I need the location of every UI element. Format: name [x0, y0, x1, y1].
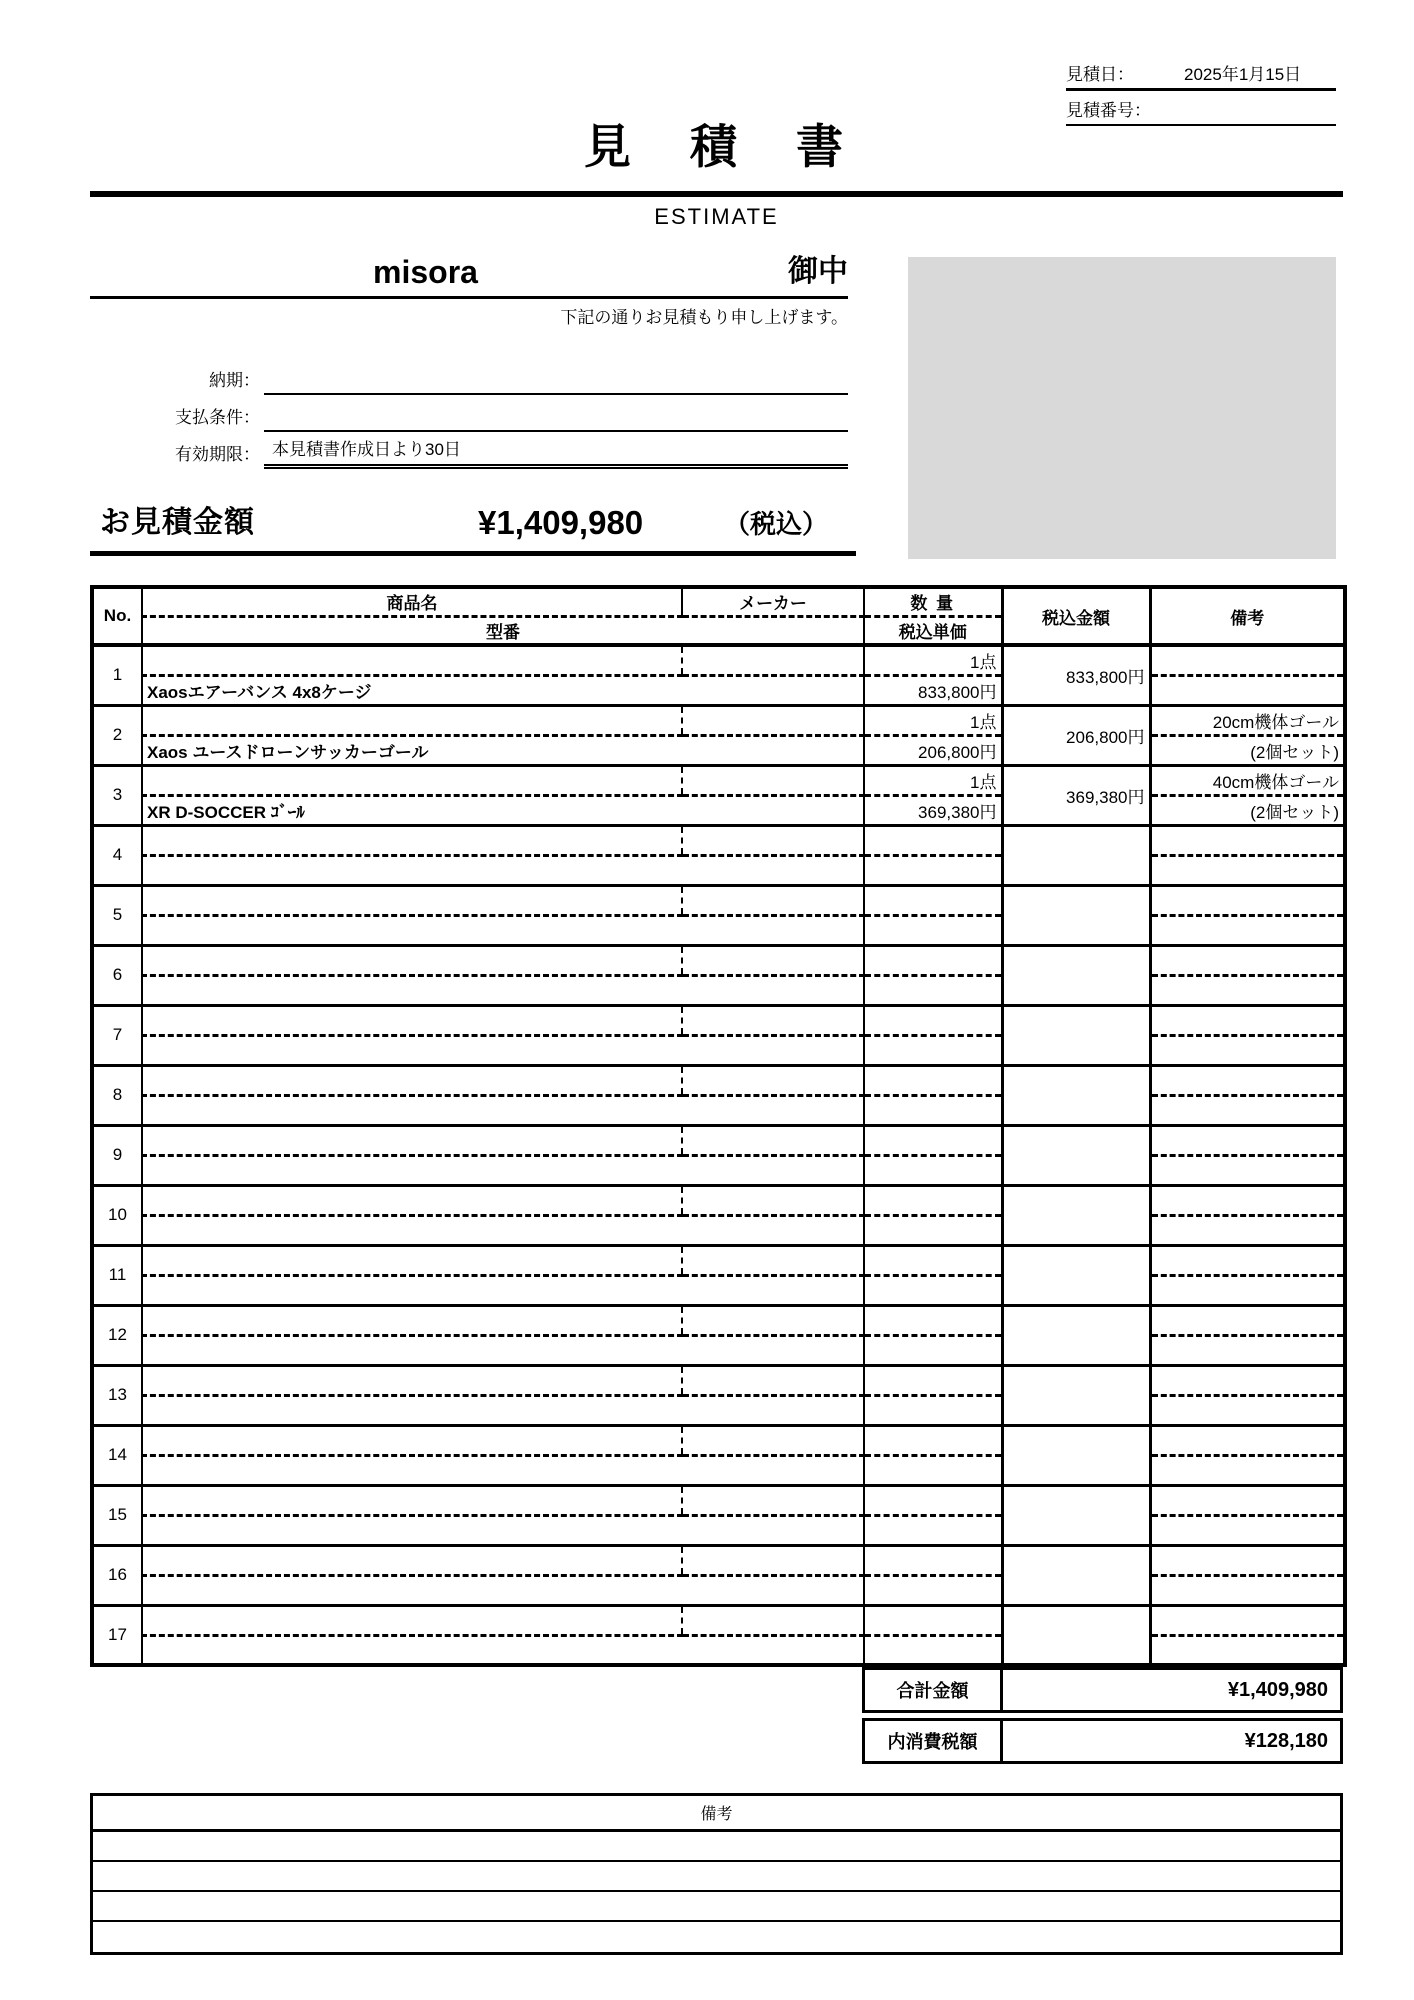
item-no: 16	[92, 1545, 142, 1605]
header-quantity: 数 量	[864, 587, 1002, 616]
item-row-top	[92, 1245, 1345, 1275]
item-amount	[1002, 1065, 1150, 1125]
item-amount	[1002, 825, 1150, 885]
item-row-bottom	[92, 1455, 1345, 1485]
item-no: 2	[92, 705, 142, 765]
estimate-date-row	[1066, 56, 1336, 91]
term-row-delivery	[150, 358, 848, 395]
header-no: No.	[92, 587, 142, 645]
item-row-top	[92, 885, 1345, 915]
header-remarks: 備考	[1150, 587, 1345, 645]
item-name	[142, 915, 864, 945]
items-table-header	[92, 587, 1345, 645]
item-remark-1	[1150, 1365, 1345, 1395]
item-maker-cell	[682, 825, 864, 855]
item-row-bottom	[92, 855, 1345, 885]
included-tax-label: 内消費税額	[865, 1721, 1003, 1761]
item-name-top-cell	[142, 645, 682, 675]
item-amount	[1002, 1125, 1150, 1185]
item-maker-cell	[682, 1485, 864, 1515]
item-row-bottom	[92, 1335, 1345, 1365]
item-remark-1: 40cm機体ゴール	[1150, 765, 1345, 795]
item-no: 10	[92, 1185, 142, 1245]
item-row-top	[92, 1005, 1345, 1035]
item-remark-2	[1150, 1035, 1345, 1065]
estimate-amount-tax-note: （税込）	[724, 509, 829, 539]
item-name-top-cell	[142, 1125, 682, 1155]
item-unit-price	[864, 1155, 1002, 1185]
item-remark-2	[1150, 1515, 1345, 1545]
item-remark-2	[1150, 1095, 1345, 1125]
remarks-lines	[93, 1832, 1340, 1952]
remarks-line	[93, 1862, 1340, 1892]
item-qty	[864, 1065, 1002, 1095]
title-rule	[90, 191, 1343, 197]
item-amount	[1002, 1485, 1150, 1545]
item-no: 17	[92, 1605, 142, 1665]
greeting-text: 下記の通りお見積もり申し上げます。	[560, 308, 848, 327]
item-remark-1	[1150, 1545, 1345, 1575]
estimate-date-value: 2025年1月15日	[1184, 65, 1302, 84]
item-remark-1: 20cm機体ゴール	[1150, 705, 1345, 735]
item-row-bottom	[92, 1515, 1345, 1545]
item-name	[142, 1515, 864, 1545]
item-row-bottom	[92, 915, 1345, 945]
item-maker-cell	[682, 1425, 864, 1455]
item-maker-cell	[682, 1065, 864, 1095]
item-row-top	[92, 1305, 1345, 1335]
item-name	[142, 1575, 864, 1605]
estimate-date-label: 見積日：	[1066, 65, 1134, 84]
header-maker: メーカー	[682, 587, 864, 616]
item-qty: 1点	[864, 765, 1002, 795]
item-row-top	[92, 1605, 1345, 1635]
item-row-bottom	[92, 1275, 1345, 1305]
item-remark-2	[1150, 975, 1345, 1005]
item-maker-cell	[682, 1305, 864, 1335]
page-subtitle: ESTIMATE	[654, 204, 779, 229]
total-amount-row	[862, 1667, 1343, 1713]
item-qty	[864, 1485, 1002, 1515]
item-unit-price	[864, 915, 1002, 945]
item-row-top	[92, 1425, 1345, 1455]
item-unit-price	[864, 1215, 1002, 1245]
item-unit-price	[864, 975, 1002, 1005]
item-row-bottom	[92, 1155, 1345, 1185]
item-name-top-cell	[142, 1485, 682, 1515]
term-row-payment	[150, 395, 848, 432]
item-name: XR D-SOCCER ｺﾞｰﾙ	[142, 795, 864, 825]
item-amount	[1002, 1005, 1150, 1065]
item-row-top	[92, 1185, 1345, 1215]
item-name	[142, 1275, 864, 1305]
item-name-top-cell	[142, 1005, 682, 1035]
item-remark-2	[1150, 855, 1345, 885]
item-remark-1	[1150, 1185, 1345, 1215]
item-qty	[864, 1005, 1002, 1035]
item-name-top-cell	[142, 1365, 682, 1395]
item-unit-price	[864, 855, 1002, 885]
header-amount: 税込金額	[1002, 587, 1150, 645]
item-remark-1	[1150, 1065, 1345, 1095]
item-maker-cell	[682, 1185, 864, 1215]
item-row-bottom	[92, 1095, 1345, 1125]
item-unit-price: 206,800円	[864, 735, 1002, 765]
item-remark-1	[1150, 1605, 1345, 1635]
customer-name: misora	[373, 254, 478, 290]
validity-label: 有効期限：	[175, 445, 260, 464]
item-name-top-cell	[142, 825, 682, 855]
item-row-top	[92, 1125, 1345, 1155]
item-name	[142, 1215, 864, 1245]
remarks-line	[93, 1922, 1340, 1952]
validity-value: 本見積書作成日より30日	[264, 432, 848, 469]
estimate-number-label: 見積番号：	[1066, 101, 1151, 120]
item-remark-2	[1150, 1575, 1345, 1605]
terms-block	[150, 358, 848, 469]
item-remark-2	[1150, 675, 1345, 705]
item-amount	[1002, 1185, 1150, 1245]
item-remark-2	[1150, 1155, 1345, 1185]
item-no: 14	[92, 1425, 142, 1485]
item-no: 11	[92, 1245, 142, 1305]
item-remark-2	[1150, 1335, 1345, 1365]
included-tax-row	[862, 1718, 1343, 1764]
term-row-validity	[150, 432, 848, 469]
item-row-bottom	[92, 735, 1345, 765]
item-amount	[1002, 1245, 1150, 1305]
item-no: 9	[92, 1125, 142, 1185]
item-unit-price	[864, 1335, 1002, 1365]
item-name	[142, 1635, 864, 1665]
item-qty	[864, 1305, 1002, 1335]
item-qty	[864, 1365, 1002, 1395]
item-no: 4	[92, 825, 142, 885]
item-qty: 1点	[864, 705, 1002, 735]
item-qty	[864, 1545, 1002, 1575]
item-name-top-cell	[142, 1245, 682, 1275]
item-qty	[864, 825, 1002, 855]
item-amount	[1002, 945, 1150, 1005]
item-no: 8	[92, 1065, 142, 1125]
item-row-top	[92, 645, 1345, 675]
item-remark-1	[1150, 885, 1345, 915]
item-name-top-cell	[142, 705, 682, 735]
item-no: 13	[92, 1365, 142, 1425]
item-name-top-cell	[142, 1545, 682, 1575]
item-maker-cell	[682, 765, 864, 795]
item-unit-price	[864, 1035, 1002, 1065]
item-remark-2	[1150, 1455, 1345, 1485]
item-maker-cell	[682, 1245, 864, 1275]
item-name-top-cell	[142, 1425, 682, 1455]
item-name-top-cell	[142, 1605, 682, 1635]
customer-line	[90, 250, 848, 299]
item-row-top	[92, 825, 1345, 855]
item-remark-2: (2個セット)	[1150, 795, 1345, 825]
item-maker-cell	[682, 1125, 864, 1155]
item-remark-2	[1150, 1635, 1345, 1665]
item-amount	[1002, 885, 1150, 945]
delivery-value	[264, 358, 848, 395]
item-unit-price	[864, 1575, 1002, 1605]
item-remark-1	[1150, 645, 1345, 675]
remarks-box	[90, 1793, 1343, 1955]
remarks-box-title: 備考	[93, 1796, 1340, 1832]
item-row-top	[92, 1545, 1345, 1575]
item-unit-price	[864, 1275, 1002, 1305]
item-name-top-cell	[142, 945, 682, 975]
item-maker-cell	[682, 705, 864, 735]
total-amount-value: ¥1,409,980	[1227, 1678, 1328, 1701]
item-qty	[864, 1425, 1002, 1455]
item-unit-price: 369,380円	[864, 795, 1002, 825]
item-name	[142, 975, 864, 1005]
item-name-top-cell	[142, 1185, 682, 1215]
payment-terms-label: 支払条件：	[175, 408, 260, 427]
item-no: 5	[92, 885, 142, 945]
item-row-top	[92, 1365, 1345, 1395]
item-name	[142, 1335, 864, 1365]
item-row-bottom	[92, 1635, 1345, 1665]
header-unit-price: 税込単価	[864, 616, 1002, 645]
item-amount	[1002, 1305, 1150, 1365]
item-qty: 1点	[864, 645, 1002, 675]
item-row-top	[92, 1065, 1345, 1095]
item-amount	[1002, 1605, 1150, 1665]
item-remark-2	[1150, 1275, 1345, 1305]
item-no: 1	[92, 645, 142, 705]
item-remark-1	[1150, 1005, 1345, 1035]
item-qty	[864, 1245, 1002, 1275]
item-maker-cell	[682, 1545, 864, 1575]
item-remark-2: (2個セット)	[1150, 735, 1345, 765]
item-name-top-cell	[142, 885, 682, 915]
item-name: Xaos ユースドローンサッカーゴール	[142, 735, 864, 765]
item-qty	[864, 885, 1002, 915]
item-name	[142, 1155, 864, 1185]
item-name	[142, 1455, 864, 1485]
item-amount: 369,380円	[1002, 765, 1150, 825]
item-maker-cell	[682, 1605, 864, 1635]
item-unit-price: 833,800円	[864, 675, 1002, 705]
delivery-label: 納期：	[209, 371, 260, 390]
item-remark-1	[1150, 1305, 1345, 1335]
item-maker-cell	[682, 1005, 864, 1035]
item-remark-2	[1150, 1215, 1345, 1245]
item-remark-1	[1150, 1425, 1345, 1455]
item-amount	[1002, 1365, 1150, 1425]
item-amount	[1002, 1545, 1150, 1605]
item-maker-cell	[682, 645, 864, 675]
item-unit-price	[864, 1455, 1002, 1485]
item-qty	[864, 1185, 1002, 1215]
item-row-top	[92, 945, 1345, 975]
total-amount-label: 合計金額	[865, 1670, 1003, 1710]
item-unit-price	[864, 1095, 1002, 1125]
item-no: 15	[92, 1485, 142, 1545]
item-remark-2	[1150, 1395, 1345, 1425]
customer-honorific: 御中	[788, 255, 848, 288]
item-name: Xaosエアーバンス 4x8ケージ	[142, 675, 864, 705]
estimate-amount-value: ¥1,409,980	[478, 504, 644, 541]
item-amount	[1002, 1425, 1150, 1485]
item-row-bottom	[92, 1575, 1345, 1605]
item-maker-cell	[682, 1365, 864, 1395]
item-row-bottom	[92, 975, 1345, 1005]
payment-terms-value	[264, 395, 848, 432]
item-name	[142, 1035, 864, 1065]
item-unit-price	[864, 1515, 1002, 1545]
items-body	[92, 645, 1345, 1665]
item-maker-cell	[682, 885, 864, 915]
item-name-top-cell	[142, 1065, 682, 1095]
item-name	[142, 1095, 864, 1125]
item-qty	[864, 1605, 1002, 1635]
item-no: 7	[92, 1005, 142, 1065]
item-name	[142, 1395, 864, 1425]
header-model: 型番	[142, 616, 864, 645]
item-row-top	[92, 705, 1345, 735]
item-unit-price	[864, 1395, 1002, 1425]
header-product-name: 商品名	[142, 587, 682, 616]
item-maker-cell	[682, 945, 864, 975]
item-no: 12	[92, 1305, 142, 1365]
remarks-line	[93, 1832, 1340, 1862]
item-row-bottom	[92, 1215, 1345, 1245]
estimate-amount-label: お見積金額	[100, 506, 255, 539]
item-name	[142, 855, 864, 885]
item-remark-1	[1150, 1125, 1345, 1155]
item-remark-2	[1150, 915, 1345, 945]
item-amount: 833,800円	[1002, 645, 1150, 705]
remarks-line	[93, 1892, 1340, 1922]
company-stamp-placeholder	[908, 257, 1336, 559]
included-tax-value: ¥128,180	[1244, 1729, 1328, 1752]
item-remark-1	[1150, 945, 1345, 975]
item-qty	[864, 1125, 1002, 1155]
item-remark-1	[1150, 1485, 1345, 1515]
item-name-top-cell	[142, 765, 682, 795]
item-row-bottom	[92, 1395, 1345, 1425]
item-row-bottom	[92, 675, 1345, 705]
item-amount: 206,800円	[1002, 705, 1150, 765]
estimate-amount-block	[90, 498, 856, 556]
items-table	[90, 585, 1347, 1667]
item-unit-price	[864, 1635, 1002, 1665]
item-remark-1	[1150, 1245, 1345, 1275]
page-title: 見 積 書	[584, 120, 849, 173]
item-name-top-cell	[142, 1305, 682, 1335]
item-remark-1	[1150, 825, 1345, 855]
item-no: 3	[92, 765, 142, 825]
item-qty	[864, 945, 1002, 975]
item-no: 6	[92, 945, 142, 1005]
item-row-bottom	[92, 1035, 1345, 1065]
item-row-top	[92, 765, 1345, 795]
item-row-bottom	[92, 795, 1345, 825]
item-row-top	[92, 1485, 1345, 1515]
